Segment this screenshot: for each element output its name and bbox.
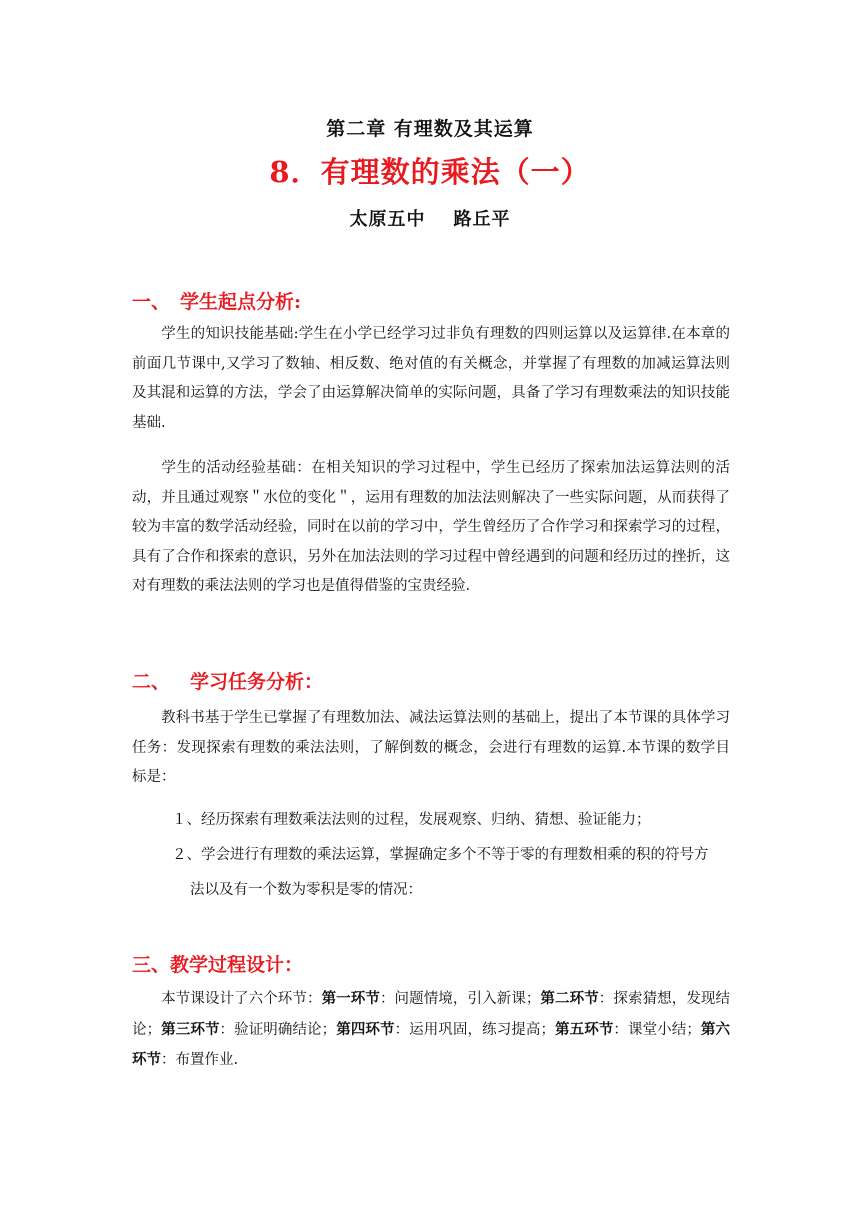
section1-title: 学生起点分析: — [180, 291, 302, 313]
section1-paragraph-2-text: 学生的活动经验基础：在相关知识的学习过程中，学生已经历了探索加法运算法则的活动，并且通过观察＂水位的变化＂，运用有理数的加法法则解决了一些实际问题，从而获得了较为丰富的数学活动经验，同时在以前的学习中，学生曾经历了合作学习和探索学习的过程，具有了合作和探索的意识，另外在加法法则的学习过程中曾经遇到的问题和经历过的挫折，这对有理数的乘法法则的学习也是值得借鉴的宝贵经验. — [132, 460, 730, 594]
goal-item-1: １、经历探索有理数乘法法则的过程，发展观察、归纳、猜想、验证能力； — [172, 812, 651, 828]
step2-text: ：探索猜想，发现结论； — [132, 991, 731, 1038]
section2-heading — [132, 667, 323, 694]
author-line — [0, 205, 860, 231]
section2-title: 学习任务分析： — [190, 671, 324, 693]
step3-text: ：验证明确结论； — [219, 1021, 337, 1038]
step4-text: ：运用巩固，练习提高； — [394, 1021, 555, 1038]
goal-item-2-line-2: 法以及有一个数为零积是零的情况： — [190, 882, 422, 898]
step3-label: 第三环节 — [161, 1020, 220, 1038]
lesson-title: 8．有理数的乘法（一） — [269, 155, 591, 189]
teacher-name: 路丘平 — [453, 209, 511, 230]
section1-number: 一、 — [132, 291, 171, 313]
step6-text: ：布置作业. — [161, 1052, 239, 1068]
section2-paragraph-1 — [132, 704, 730, 793]
step6-label: 第六环节 — [132, 1020, 731, 1068]
school-name: 太原五中 — [349, 209, 426, 230]
section1-paragraph-1 — [132, 320, 730, 438]
goal-item-2-line-1: ２、学会进行有理数的乘法运算，掌握确定多个不等于零的有理数相乘的积的符号方 — [172, 847, 709, 863]
section3-paragraph — [132, 984, 730, 1076]
section1-paragraph-2 — [132, 454, 730, 602]
step1-text: ：问题情境，引入新课； — [379, 991, 541, 1007]
step5-label: 第五环节 — [554, 1020, 614, 1038]
section3-intro: 本节课设计了六个环节： — [161, 991, 322, 1007]
section2-number: 二、 — [132, 671, 171, 693]
section1-paragraph-1-text: 学生的知识技能基础:学生在小学已经学习过非负有理数的四则运算以及运算律.在本章的前面几节课中,又学习了数轴、相反数、绝对值的有关概念，并掌握了有理数的加减运算法则及其混和运算的方法，学会了由运算解决简单的实际问题，具备了学习有理数乘法的知识技能基础. — [132, 326, 730, 431]
section1-heading — [132, 287, 301, 314]
step4-label: 第四环节 — [336, 1020, 395, 1038]
step5-text: ：课堂小结； — [613, 1021, 701, 1038]
step1-label: 第一环节 — [321, 990, 380, 1007]
section3-heading: 三、教学过程设计： — [132, 954, 304, 976]
step2-label: 第二环节 — [540, 990, 599, 1007]
chapter-title: 第二章 有理数及其运算 — [326, 118, 534, 140]
section2-paragraph-1-text: 教科书基于学生已掌握了有理数加法、减法运算法则的基础上，提出了本节课的具体学习任务：发现探索有理数的乘法法则，了解倒数的概念，会进行有理数的运算.本节课的数学目标是： — [132, 710, 730, 785]
